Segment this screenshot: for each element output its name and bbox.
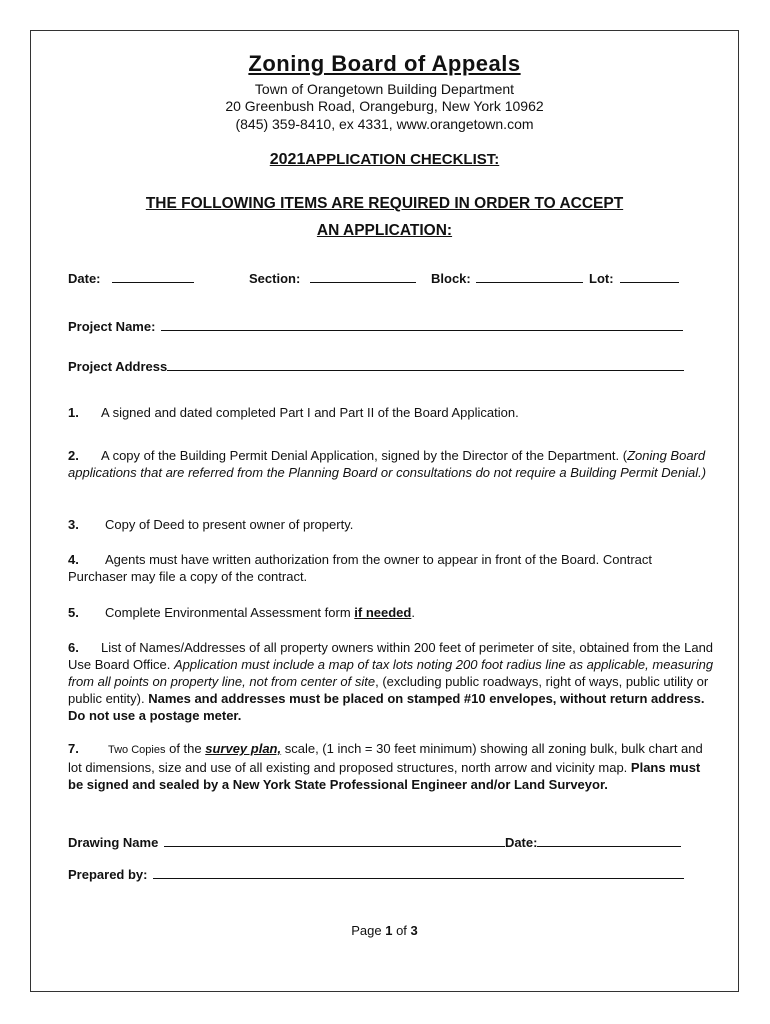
section-line[interactable] (310, 269, 416, 283)
prepared-by-field[interactable] (68, 865, 684, 882)
requirements-heading-line1: THE FOLLOWING ITEMS ARE REQUIRED IN ORDER TO ACCEPT (145, 195, 624, 212)
department-name: Town of Orangetown Building Department (254, 81, 515, 97)
two-copies-text: Two Copies (108, 744, 166, 756)
section-label: Section: (249, 271, 301, 286)
page-title: Zoning Board of Appeals (248, 51, 521, 76)
checklist-title (31, 151, 738, 169)
project-name-line[interactable] (161, 317, 683, 331)
drawing-date-line[interactable] (537, 833, 681, 847)
date-label: Date: (68, 271, 101, 286)
prepared-by-label: Prepared by: (68, 867, 148, 882)
checklist-item-2: 2. A copy of the Building Permit Denial Application, signed by the Director of the Department. (Zoning Board applications that are referred from the Planning Board or consultations do not require a Building Permit Denial.) (68, 448, 707, 480)
project-address-label: Project Address (68, 359, 168, 374)
checklist-item-6: 6. List of Names/Addresses of all property owners within 200 feet of perimeter of site, obtained from the Land Use Board Office. Application must include a map of tax lots noting 200 foot radius line as applicable, measuring from all points on property line, not from center of site, (excluding public roadways, right of ways, public utility or public entity). Names and addresses must be placed on stamped #10 envelopes, without return address. Do not use a postage meter. (68, 640, 714, 723)
drawing-name-line[interactable] (164, 833, 505, 847)
document-page (30, 30, 739, 992)
if-needed-emphasis: if needed (354, 605, 412, 620)
checklist-item-5: 5. Complete Environmental Assessment form if needed. (68, 605, 415, 620)
survey-plan-emphasis: survey plan, (205, 741, 282, 756)
checklist-item-4: 4. Agents must have written authorization from the owner to appear in front of the Board. Contract Purchaser may file a copy of the contract. (68, 552, 653, 584)
prepared-by-line[interactable] (153, 865, 684, 879)
lot-field[interactable] (589, 269, 679, 286)
project-name-field[interactable] (68, 317, 683, 334)
project-name-label: Project Name: (68, 319, 156, 334)
checklist-item-3: 3. Copy of Deed to present owner of property. (68, 517, 354, 532)
lot-line[interactable] (620, 269, 679, 283)
requirements-heading-line2: AN APPLICATION: (316, 222, 453, 239)
project-address-field[interactable] (68, 357, 684, 374)
section-field[interactable] (249, 269, 416, 286)
block-label: Block: (431, 271, 471, 286)
date-field[interactable] (68, 269, 194, 286)
department-contact: (845) 359-8410, ex 4331, www.orangetown.com (235, 116, 534, 132)
checklist-item-7: 7. Two Copies of the survey plan, scale, (1 inch = 30 feet minimum) showing all zoning bulk, bulk chart and lot dimensions, size and use of all existing and proposed structures, north arrow and vicinity map. Plans must be signed and sealed by a New York State Professional Engineer and/or Land Surveyor. (68, 741, 703, 792)
lot-label: Lot: (589, 271, 614, 286)
checklist-title-text: APPLICATION CHECKLIST: (305, 151, 500, 168)
checklist-year: 2021 (269, 151, 306, 168)
department-address: 20 Greenbush Road, Orangeburg, New York 10962 (225, 98, 544, 114)
date-line[interactable] (112, 269, 194, 283)
drawing-date-label: Date: (504, 835, 538, 850)
drawing-name-label: Drawing Name (68, 835, 159, 850)
checklist-item-1: 1. A signed and dated completed Part I and Part II of the Board Application. (68, 405, 519, 420)
drawing-name-field[interactable] (68, 833, 681, 850)
block-line[interactable] (476, 269, 583, 283)
page-number: Page 1 of 3 (351, 923, 418, 938)
block-field[interactable] (431, 269, 583, 286)
project-address-line[interactable] (167, 357, 684, 371)
